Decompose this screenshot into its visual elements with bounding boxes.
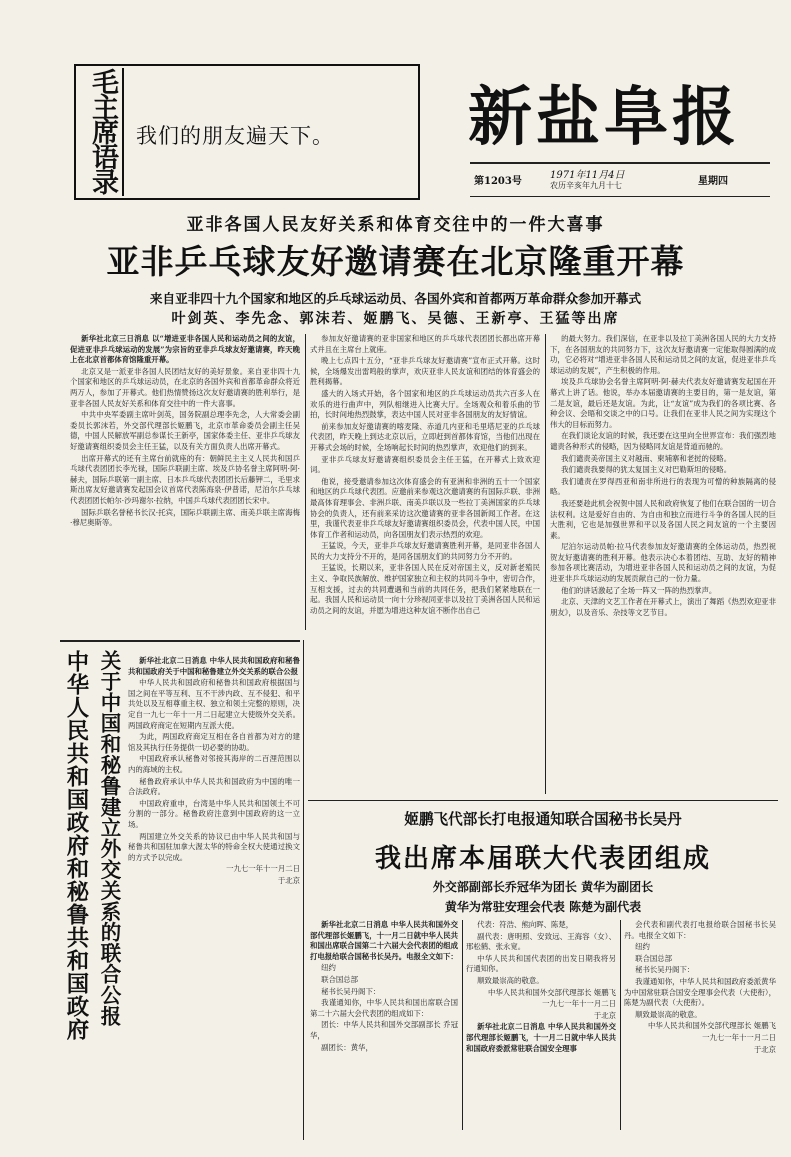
- weekday: 星期四: [698, 176, 728, 187]
- un-article-col2: [466, 920, 616, 1130]
- main-headline: 亚非乒乓球友好邀请赛在北京隆重开幕: [106, 242, 685, 281]
- paragraph: 出席开幕式的还有主席台前就座的有：朝鲜民主主义人民共和国乒乓球代表团团长李光禄，国际乒联副主席、埃及乒协名誉主席阿明·阿·赫夫，国际乒联第一副主席、日本乒乓球代表团团长后藤钾二，毛里求斯出席友好邀请赛发起国会议首席代表陈海泉·伊普诺，尼泊尔乒乓球代表团团长帕尔·沙玛谢尔·拉纳，中国乒乓球代表团团长宋中。: [70, 453, 300, 505]
- main-subheadline-1: 来自亚非四十九个国家和地区的乒乓球运动员、各国外宾和首都两万革命群众参加开幕式: [149, 291, 642, 306]
- peru-article: [128, 656, 300, 1126]
- paragraph: 顺致最崇高的敬意。: [635, 1009, 702, 1019]
- paragraph: 联合国总部: [321, 974, 359, 984]
- paragraph: 埃及乒乓球协会名誉主席阿明·阿·赫夫代表友好邀请赛发起国在开幕式上讲了话。他说，举办本届邀请赛的主要目的，第一是友谊，第二是友谊，最后还是友谊。为此，让“友谊”成为我们的各项比赛、各种会议、会晤和交谈之中的口号。让我们在亚非人民之间为实现这个伟大的目标而努力。: [550, 377, 776, 429]
- main-subheadline-2: 叶剑英、李先念、郭沫若、姬鹏飞、吴德、王新亭、王猛等出席: [171, 311, 620, 327]
- paragraph: 尼泊尔运动员帕·拉马代表参加友好邀请赛的全体运动员，热烈祝贺友好邀请赛的胜利开幕。他表示决心本着团结、互助、友好的精神参加各项比赛活动，为增进亚非各国人民和运动员之间的友谊，为促进亚非乒乓球运动的发展贡献自己的一份力量。: [550, 542, 776, 584]
- signature: 中华人民共和国外交部代理部长 姬鹏飞: [488, 987, 616, 997]
- paragraph: 新华社北京三日消息 以“增进亚非各国人民和运动员之间的友谊，促进亚非乒乓球运动的发展”为宗旨的亚非乒乓球友好邀请赛，昨天晚上在北京首都体育馆隆重开幕。: [70, 334, 300, 365]
- issue-number: 第1203号: [474, 176, 522, 187]
- paragraph: 我们谴责在罗得西亚和南非所进行的表现为可憎的种族隔离的侵略。: [550, 476, 776, 497]
- peru-vertical-headline: 中华人民共和国政府和秘鲁共和国政府: [63, 650, 89, 1041]
- paragraph: 前来参加友好邀请赛的喀麦隆、赤道几内亚和毛里塔尼亚的乒乓球代表团，昨天晚上到达北京以后，立即赶到首都体育馆，当他们出现在开幕式会场的时候，全场响起长时间的热烈掌声，欢迎他们的到来。: [310, 421, 540, 452]
- peru-date: 一九七一年十一月二日: [226, 864, 300, 874]
- peru-vertical-subheadline: 关于中国和秘鲁建立外交关系的联合公报: [97, 650, 121, 1027]
- un-kicker: 姬鹏飞代部长打电报通知联合国秘书长吴丹: [404, 811, 682, 828]
- issue-date: 1971年11月4日: [550, 170, 625, 181]
- paragraph: 为此，两国政府商定互相在各自首都为对方的建馆及其执行任务提供一切必要的协助。: [128, 732, 300, 752]
- place-line: 于北京: [753, 1044, 776, 1054]
- paragraph: 中国政府承认秘鲁对邻接其海岸的二百浬范围以内的海域的主权。: [128, 754, 300, 774]
- paragraph: 中共中央军委副主席叶剑英，国务院副总理李先念，人大常委会副委员长郭沫若，外交部代理部长姬鹏飞，北京市革命委员会副主任吴德，中国人民解放军副总参谋长王新亭，国家体委主任、亚非乒乓球友好邀请赛组织委员会主任王猛，以及有关方面负责人出席开幕式。: [70, 410, 300, 451]
- paragraph: 盛大的入场式开始，各个国家和地区的乒乓球运动员共六百多人在欢乐的进行曲声中，列队相继进入比赛大厅。全场观众和着乐曲的节拍，长时间地热烈鼓掌，表达中国人民对亚非各国朋友的友好情谊。: [310, 388, 540, 420]
- paragraph: 他说，接受邀请参加这次体育盛会的有亚洲和非洲的五十一个国家和地区的乒乓球代表团。应邀前来参观这次邀请赛的有国际乒联、非洲最高体育理事会、非洲乒联、南美乒联以及一些拉丁美洲国家的乒乓球协会的负责人，还有前来采访这次邀请赛的亚非各国新闻工作者。在这里，我谨代表亚非乒乓球友好邀请赛组织委员会，代表中国人民，中国体育工作者和运动员，向各国朋友们表示热烈的欢迎。: [310, 476, 540, 539]
- paragraph: 我们谴责美帝国主义对越南、柬埔寨和老挝的侵略。: [561, 453, 732, 463]
- paragraph: 代表：符浩、熊向晖、陈楚，: [477, 920, 574, 929]
- paragraph: 会代表和副代表打电报给联合国秘书长吴丹。电报全文如下：: [624, 920, 776, 940]
- paragraph: 纽约: [635, 942, 650, 952]
- newspaper-title: 新盐阜报: [468, 81, 740, 155]
- paragraph: 北京又是一派亚非各国人民团结友好的美好景象。来自亚非四十九个国家和地区的乒乓球运动员，在北京的各国外宾和首都革命群众将近两万人，参加了开幕式。他们热情赞扬这次友好邀请赛的胜利举行，是亚非各国人民友好关系和体育交往中的一件大喜事。: [70, 366, 300, 408]
- paragraph: 两国建立外交关系的协议已由中华人民共和国与秘鲁共和国驻加拿大渥太华的特命全权大使通过换文的方式予以完成。: [128, 831, 300, 862]
- paragraph: 他们的讲话激起了全场一阵又一阵的热烈掌声。: [561, 585, 717, 595]
- peru-place: 于北京: [277, 875, 300, 885]
- paragraph: 新华社北京二日消息 中华人民共和国政府和秘鲁共和国政府关于中国和秘鲁建立外交关系的联合公报: [128, 656, 300, 676]
- paragraph: 新华社北京二日消息 中华人民共和国外交部代理部长姬鹏飞，十一月二日就中华人民共和国出席联合国第二十六届大会代表团的组成打电报给联合国秘书长吴丹。电报全文如下：: [310, 920, 458, 961]
- paragraph: 王猛说，长期以来，亚非各国人民在反对帝国主义，反对新老殖民主义、争取民族解放、维护国家独立和主权的共同斗争中，密切合作，互相支援，过去的共同遭遇和当前的共同任务，把我们紧紧地联在一起。我国人民和运动员一向十分珍视同亚非以及拉丁美洲各国人民和运动员之间的友谊，并愿为增进这种友谊不断作出自己: [310, 563, 540, 615]
- paragraph: 亚非乒乓球友好邀请赛组织委员会主任王猛，在开幕式上致欢迎词。: [310, 454, 540, 475]
- main-kicker: 亚非各国人民友好关系和体育交往中的一件大喜事: [186, 215, 605, 235]
- signature: 中华人民共和国外交部代理部长 姬鹏飞: [648, 1021, 776, 1031]
- paragraph: 国际乒联名誉秘书长汉·托宾，国际乒联副主席、南美乒联主席海梅·穆尼奥斯等。: [70, 507, 300, 528]
- main-article-col1: [70, 334, 300, 630]
- main-article-col3: [550, 334, 776, 794]
- paragraph: 我谨通知你，中华人民共和国政府委派黄华为中国常驻联合国安全理事会代表（大使衔），陈楚为副代表（大使衔）。: [624, 976, 776, 1008]
- paragraph: 在我们谈论友谊的时候，我还要在这里向全世界宣布：我们强烈地谴责各种形式的侵略，因为侵略同友谊是背道而驰的。: [550, 431, 776, 451]
- paragraph: 中华人民共和国代表团的出发日期我将另行通知你。: [466, 953, 616, 974]
- paragraph: 联合国总部: [635, 953, 673, 963]
- un-article-col1: [310, 920, 458, 1130]
- date-line: 一九七一年十一月二日: [542, 999, 616, 1009]
- paragraph: 副团长：黄华，: [321, 1042, 373, 1052]
- un-headline: 我出席本届联大代表团组成: [374, 844, 711, 874]
- paragraph: 的最大努力。我们深信，在亚非以及拉丁美洲各国人民的大力支持下，在各国朋友的共同努力下，这次友好邀请赛一定能取得圆满的成功，它必将对“增进亚非各国人民和运动员之间的友谊，促进亚非乒乓球运动的发展”，产生积极的作用。: [550, 334, 776, 375]
- paragraph: 我们谴责我要得的犹太复国主义对巴勒斯坦的侵略。: [561, 465, 732, 475]
- paragraph: 秘书长吴丹阁下：: [321, 986, 381, 996]
- paragraph: 纽约: [321, 963, 336, 973]
- paragraph: 参加友好邀请赛的亚非国家和地区的乒乓球代表团团长都出席开幕式并且在主席台上就座。: [310, 334, 540, 354]
- un-subheadline-2: 黄华为常驻安理会代表 陈楚为副代表: [444, 900, 642, 914]
- paragraph: 我还要趁此机会祝贺中国人民和政府恢复了他们在联合国的一切合法权利。这是爱好自由的、为自由和独立而进行斗争的各国人民的巨大胜利，它也是加强世界和平以及各国人民之间友谊的一个主要因素。: [550, 498, 776, 540]
- paragraph: 秘书长吴丹阁下：: [635, 965, 695, 975]
- paragraph: 中华人民共和国政府和秘鲁共和国政府根据国与国之间在平等互利、互不干涉内政、互不侵犯、和平共处以及互相尊重主权、独立和领土完整的原则，决定自一九七一年十一月二日起建立大使级外交关系。两国政府商定在短期内互派大使。: [128, 678, 300, 730]
- paragraph: 王猛说，今天，亚非乒乓球友好邀请赛胜利开幕，是同亚非各国人民的大力支持分不开的，是同各国朋友们的共同努力分不开的。: [310, 541, 540, 561]
- paragraph: 我谨通知你，中华人民共和国出席联合国第二十六届大会代表团的组成如下：: [310, 998, 458, 1018]
- un-article-col3: [624, 920, 776, 1130]
- paragraph: 顺致最崇高的敬意。: [477, 975, 544, 985]
- place-line: 于北京: [593, 1010, 616, 1020]
- paragraph: 副代表：唐明照、安致远、王海容（女）、邢松鹤、张永宽。: [466, 931, 616, 952]
- paragraph: 北京、天津的文艺工作者在开幕式上，演出了舞蹈《热烈欢迎亚非朋友》，以及音乐、杂技等文艺节目。: [550, 597, 776, 617]
- lunar-date: 农历辛亥年九月十七: [550, 181, 622, 190]
- un-subheadline-1: 外交部副部长乔冠华为团长 黄华为副团长: [432, 880, 654, 894]
- quote-label: 毛主席语录: [82, 68, 124, 196]
- paragraph: 团长：中华人民共和国外交部副部长 乔冠华，: [310, 1020, 458, 1040]
- quote-box: [74, 64, 420, 200]
- paragraph: 新华社北京二日消息 中华人民共和国外交部代理部长姬鹏飞，十一月二日就中华人民共和国政府委派常驻联合国安全理事: [466, 1022, 616, 1053]
- quote-text: 我们的朋友遍天下。: [136, 124, 334, 148]
- paragraph: 中国政府重申，台湾是中华人民共和国领土不可分割的一部分。秘鲁政府注意到中国政府的这一立场。: [128, 798, 300, 829]
- date-line: 一九七一年十一月二日: [702, 1032, 776, 1042]
- paragraph: 秘鲁政府承认中华人民共和国政府为中国的唯一合法政府。: [128, 776, 300, 797]
- main-article-col2: [310, 334, 540, 794]
- paragraph: 晚上七点四十五分，“亚非乒乓球友好邀请赛”宣布正式开幕。这时候，全场爆发出雷鸣般的掌声，欢庆亚非人民友谊和团结的体育盛会的胜利揭幕。: [310, 356, 540, 387]
